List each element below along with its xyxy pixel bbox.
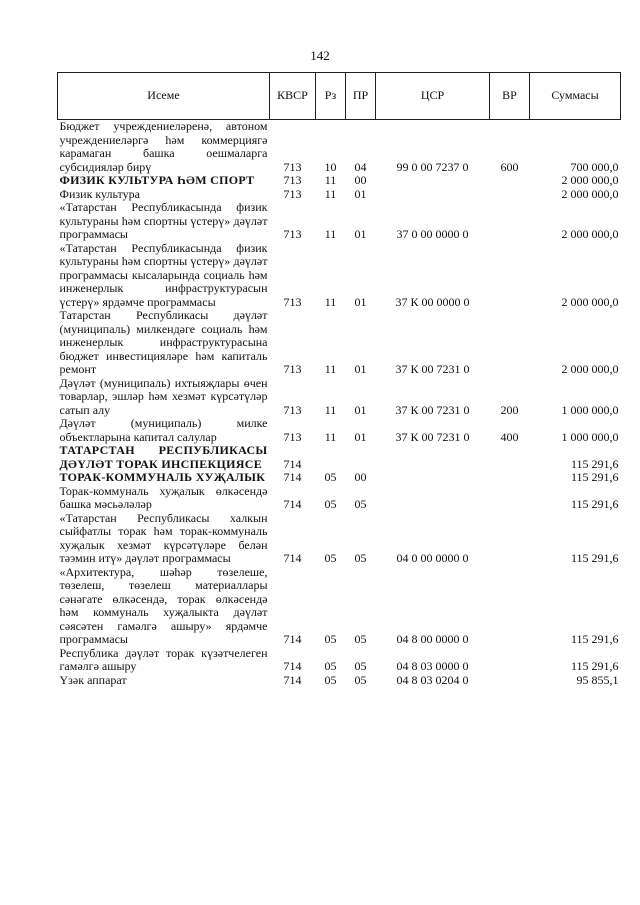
table-row	[58, 471, 621, 485]
cell-sum: 700 000,0	[570, 159, 619, 174]
cell-rz: 11	[324, 173, 337, 187]
cell-vr	[490, 674, 530, 688]
cell-sum: 115 291,6	[570, 632, 619, 646]
cell-csr: 37 К 00 7231 0	[395, 362, 470, 376]
table-row	[58, 417, 621, 444]
table-row	[58, 242, 621, 310]
cell-csr	[376, 444, 490, 471]
cell-pr: 01	[354, 294, 367, 309]
cell-csr: 04 8 00 0000 0	[396, 632, 469, 646]
table-row	[58, 201, 621, 242]
cell-sum: 2 000 000,0	[561, 294, 619, 309]
table-row	[58, 485, 621, 512]
cell-kvsr: 714	[283, 672, 302, 687]
cell-name: «Архитектура, шәһәр төзелеше, төзелеш, төзелеш материаллары сәнәгате өлкәсендә, торак өлкәсендә һәм коммуналь хуҗалыкта дәүләт сәясәтен гамәлгә ашыру» ярдәмче программасы	[59, 564, 268, 646]
table-row	[58, 120, 621, 175]
cell-kvsr: 713	[283, 362, 302, 376]
table-row	[58, 188, 621, 202]
cell-pr: 05	[354, 672, 367, 687]
cell-vr: 400	[500, 429, 519, 444]
cell-sum: 95 855,1	[576, 672, 619, 687]
cell-kvsr: 714	[283, 551, 302, 565]
cell-rz: 11	[324, 402, 337, 417]
cell-kvsr: 713	[283, 429, 302, 444]
cell-pr	[346, 444, 376, 471]
cell-sum: 1 000 000,0	[561, 429, 619, 444]
cell-vr	[490, 309, 530, 377]
cell-vr	[490, 471, 530, 485]
cell-rz: 05	[324, 551, 337, 565]
cell-csr: 99 0 00 7237 0	[396, 159, 469, 174]
cell-csr	[376, 485, 490, 512]
cell-rz: 11	[324, 227, 337, 241]
cell-csr	[376, 471, 490, 485]
table-row	[58, 512, 621, 566]
header-pr: ПР	[346, 73, 376, 120]
cell-kvsr: 714	[283, 456, 302, 471]
cell-csr	[376, 174, 490, 188]
cell-kvsr: 713	[283, 173, 302, 187]
table-row	[58, 309, 621, 377]
cell-pr: 05	[354, 659, 367, 673]
cell-kvsr: 713	[283, 159, 302, 174]
cell-rz: 11	[324, 429, 337, 444]
cell-pr: 04	[354, 159, 367, 174]
budget-table	[57, 72, 621, 687]
cell-name: «Татарстан Республикасы халкын сыйфатлы торак һәм торак-коммуналь хуҗалык хезмәт күрсәтүләре белән тәэмин итү» дәүләт программасы	[59, 510, 268, 565]
cell-vr	[490, 512, 530, 566]
cell-kvsr: 714	[283, 497, 302, 511]
table-row	[58, 377, 621, 418]
cell-pr: 01	[354, 227, 367, 241]
cell-name: «Татарстан Республикасында физик культураны һәм спортны үстерү» дәүләт программасы	[59, 200, 268, 241]
cell-pr: 01	[354, 362, 367, 376]
cell-vr	[490, 566, 530, 647]
table-row	[58, 674, 621, 688]
cell-rz: 10	[324, 159, 337, 174]
cell-vr	[490, 201, 530, 242]
cell-name: «Татарстан Республикасында физик культураны һәм спортны үстерү» дәүләт программасы кысаларында социаль һәм инженерлык инфраструктурасын үстерү» ярдәмче программасы	[59, 240, 268, 309]
cell-pr: 01	[354, 402, 367, 417]
cell-kvsr: 713	[283, 402, 302, 417]
cell-vr: 200	[500, 402, 519, 417]
cell-rz: 05	[324, 497, 337, 511]
cell-sum: 2 000 000,0	[561, 173, 619, 187]
cell-sum: 2 000 000,0	[561, 362, 619, 376]
cell-csr: 04 8 03 0204 0	[396, 672, 469, 687]
cell-name: Дәүләт (муниципаль) ихтыяҗлары өчен товарлар, эшләр һәм хезмәт күрсәтүләр сатып алу	[59, 375, 268, 417]
cell-kvsr: 713	[283, 186, 302, 201]
cell-rz: 11	[324, 186, 337, 201]
cell-kvsr: 714	[283, 659, 302, 673]
cell-kvsr: 713	[283, 294, 302, 309]
cell-vr	[490, 242, 530, 310]
cell-name: Дәүләт (муниципаль) милке объектларына капитал салулар	[59, 416, 268, 444]
cell-sum: 2 000 000,0	[561, 227, 619, 241]
cell-name: Бюджет учреждениеләренә, автоном учреждениеләргә һәм коммерциягә карамаган башка оешмаларга субсидияләр бирү	[59, 119, 268, 174]
cell-pr: 05	[354, 551, 367, 565]
cell-vr	[490, 188, 530, 202]
cell-name: Торак-коммуналь хуҗалык өлкәсендә башка мәсьәләләр	[59, 483, 268, 511]
cell-sum: 115 291,6	[570, 551, 619, 565]
cell-name: ФИЗИК КУЛЬТУРА ҺӘМ СПОРТ	[59, 173, 255, 187]
header-name: Исеме	[58, 73, 270, 120]
cell-pr: 01	[354, 186, 367, 201]
cell-rz: 11	[324, 294, 337, 309]
cell-pr: 05	[354, 497, 367, 511]
cell-sum: 115 291,6	[570, 456, 619, 471]
cell-name: ТАТАРСТАН РЕСПУБЛИКАСЫ ДӘҮЛӘТ ТОРАК ИНСПЕКЦИЯСЕ	[59, 443, 268, 471]
cell-csr: 04 8 03 0000 0	[396, 659, 469, 673]
cell-name: ТОРАК-КОММУНАЛЬ ХУҖАЛЫК	[59, 470, 266, 484]
cell-name: Үзәк аппарат	[59, 672, 127, 687]
table-row	[58, 444, 621, 471]
cell-csr: 37 К 00 0000 0	[395, 294, 470, 309]
cell-name: Физик культура	[59, 186, 140, 201]
cell-rz: 11	[324, 362, 337, 376]
cell-rz: 05	[324, 659, 337, 673]
cell-vr: 600	[500, 159, 519, 174]
cell-name: Татарстан Республикасы дәүләт (муниципаль) милкендәге социаль һәм инженерлык инфраструктурасына бюджет инвестицияләре һәм капиталь ремонт	[59, 308, 268, 376]
cell-vr	[490, 647, 530, 674]
header-kvsr: КВСР	[270, 73, 316, 120]
cell-rz: 05	[324, 632, 337, 646]
cell-kvsr: 713	[283, 227, 302, 241]
cell-rz: 05	[324, 470, 337, 484]
cell-rz: 05	[324, 672, 337, 687]
page-number: 142	[310, 48, 330, 63]
cell-sum: 2 000 000,0	[561, 186, 619, 201]
cell-vr	[490, 444, 530, 471]
cell-pr: 01	[354, 429, 367, 444]
cell-sum: 1 000 000,0	[561, 402, 619, 417]
cell-pr: 00	[354, 470, 367, 484]
cell-vr	[490, 174, 530, 188]
cell-kvsr: 714	[283, 632, 302, 646]
header-sum: Суммасы	[530, 73, 621, 120]
cell-kvsr: 714	[283, 470, 302, 484]
cell-pr: 05	[354, 632, 367, 646]
cell-sum: 115 291,6	[570, 470, 619, 484]
cell-name: Республика дәүләт торак күзәтчелеген гамәлгә ашыру	[59, 645, 268, 673]
cell-sum: 115 291,6	[570, 659, 619, 673]
cell-csr: 37 К 00 7231 0	[395, 402, 470, 417]
table-row	[58, 174, 621, 188]
cell-sum: 115 291,6	[570, 497, 619, 511]
cell-csr: 37 К 00 7231 0	[395, 429, 470, 444]
cell-csr	[376, 188, 490, 202]
cell-pr: 00	[354, 173, 367, 187]
header-csr: ЦСР	[376, 73, 490, 120]
table-row	[58, 647, 621, 674]
table-header-row	[58, 73, 621, 120]
header-vr: ВР	[490, 73, 530, 120]
cell-vr	[490, 485, 530, 512]
header-rz: Рз	[316, 73, 346, 120]
cell-rz	[316, 444, 346, 471]
cell-csr: 37 0 00 0000 0	[396, 227, 469, 241]
cell-csr: 04 0 00 0000 0	[396, 551, 469, 565]
table-row	[58, 566, 621, 647]
